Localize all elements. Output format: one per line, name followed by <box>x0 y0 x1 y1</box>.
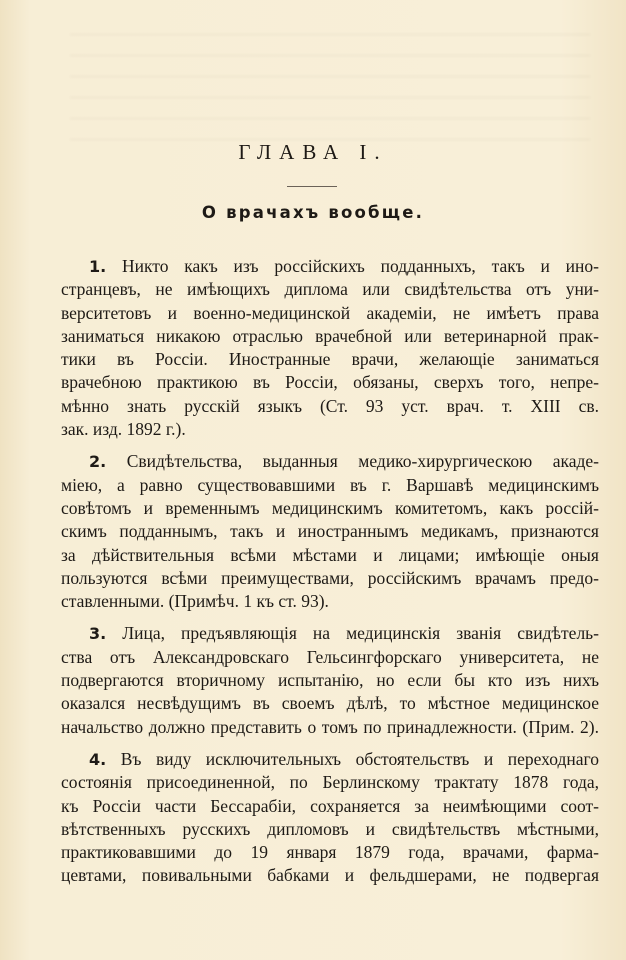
paragraph-line: къ Россіи части Бессарабіи, сохраняется за неимѣющими соот- <box>61 795 599 816</box>
paragraph-line: 1. Никто какъ изъ россійскихъ подданныхъ, такъ и ино- <box>89 256 599 276</box>
paragraph-line: 2. Свидѣтельства, выданныя медико-хирургическою акаде- <box>89 451 599 472</box>
paragraph-line: ставленными. (Примѣч. 1 къ ст. 93). <box>61 591 329 612</box>
paragraph-line: скимъ подданнымъ, такъ и иностраннымъ медикамъ, признаются <box>61 521 599 542</box>
show-through-text <box>70 20 590 140</box>
paragraph-number: 2. <box>89 452 107 472</box>
paragraph-line: тики въ Россіи. Иностранные врачи, желающіе заниматься <box>61 349 599 370</box>
paragraph-line: пользуются всѣми преимуществами, россійскимъ врачамъ предо- <box>61 567 599 588</box>
paragraph-line: вѣтственныхъ русскихъ дипломовъ и свидѣтельствъ мѣстными, <box>61 818 599 839</box>
paragraph-line: 4. Въ виду исключительныхъ обстоятельствъ и переходнаго <box>89 748 599 769</box>
paragraph-line: 3. Лица, предъявляющія на медицинскія званія свидѣтель- <box>89 623 599 644</box>
paragraph-line: за дѣйствительныя всѣми мѣстами и лицами; имѣющіе оныя <box>61 544 599 565</box>
paragraph-2 <box>61 450 599 613</box>
chapter-heading: ГЛАВА I. <box>238 140 388 164</box>
paragraph-line: верситетовъ и военно-медицинской академіи, не имѣетъ права <box>61 302 599 323</box>
paragraph-number: 3. <box>89 624 107 644</box>
page-body <box>61 255 599 897</box>
paragraph-line: подвергаются вторичному испытанію, но если бы кто изъ нихъ <box>61 670 599 691</box>
paragraph-line: практиковавшими до 19 января 1879 года, врачами, фарма- <box>61 842 599 863</box>
paragraph-line: зак. изд. 1892 г.). <box>61 419 186 440</box>
paragraph-line: странцевъ, не имѣющихъ диплома или свидѣтельства отъ уни- <box>61 279 599 300</box>
paragraph-line: состоянія присоединенной, по Берлинскому трактату 1878 года, <box>61 772 599 793</box>
paragraph-line: врачебною практикою въ Россіи, обязаны, сверхъ того, непре- <box>61 372 599 393</box>
chapter-subtitle: О врачахъ вообще. <box>201 203 425 222</box>
paragraph-line: совѣтомъ и временнымъ медицинскимъ комитетомъ, какъ россій- <box>61 497 599 518</box>
paragraph-number: 1. <box>89 257 107 276</box>
paragraph-line: міею, а равно существовавшими въ г. Варшавѣ медицинскимъ <box>61 474 599 495</box>
paragraph-line: ства отъ Александровскаго Гельсингфорскаго университета, не <box>61 646 599 667</box>
paragraph-number: 4. <box>89 749 107 769</box>
paragraph-line: начальство должно представить о томъ по принадлежности. (Прим. 2). <box>61 716 599 737</box>
heading-divider <box>287 186 337 187</box>
paragraph-3 <box>61 622 599 738</box>
paragraph-line: цевтами, повивальными бабками и фельдшерами, не подвергая <box>61 865 599 886</box>
paragraph-line: оказался несвѣдущимъ въ своемъ дѣлѣ, то мѣстное медицинское <box>61 693 599 714</box>
paragraph-4 <box>61 748 599 888</box>
paragraph-line: мѣнно знать русскій языкъ (Ст. 93 уст. врач. т. XIII св. <box>61 395 599 416</box>
paragraph-1 <box>61 255 599 441</box>
paragraph-line: заниматься никакою отраслью врачебной или ветеринарной прак- <box>61 325 599 346</box>
